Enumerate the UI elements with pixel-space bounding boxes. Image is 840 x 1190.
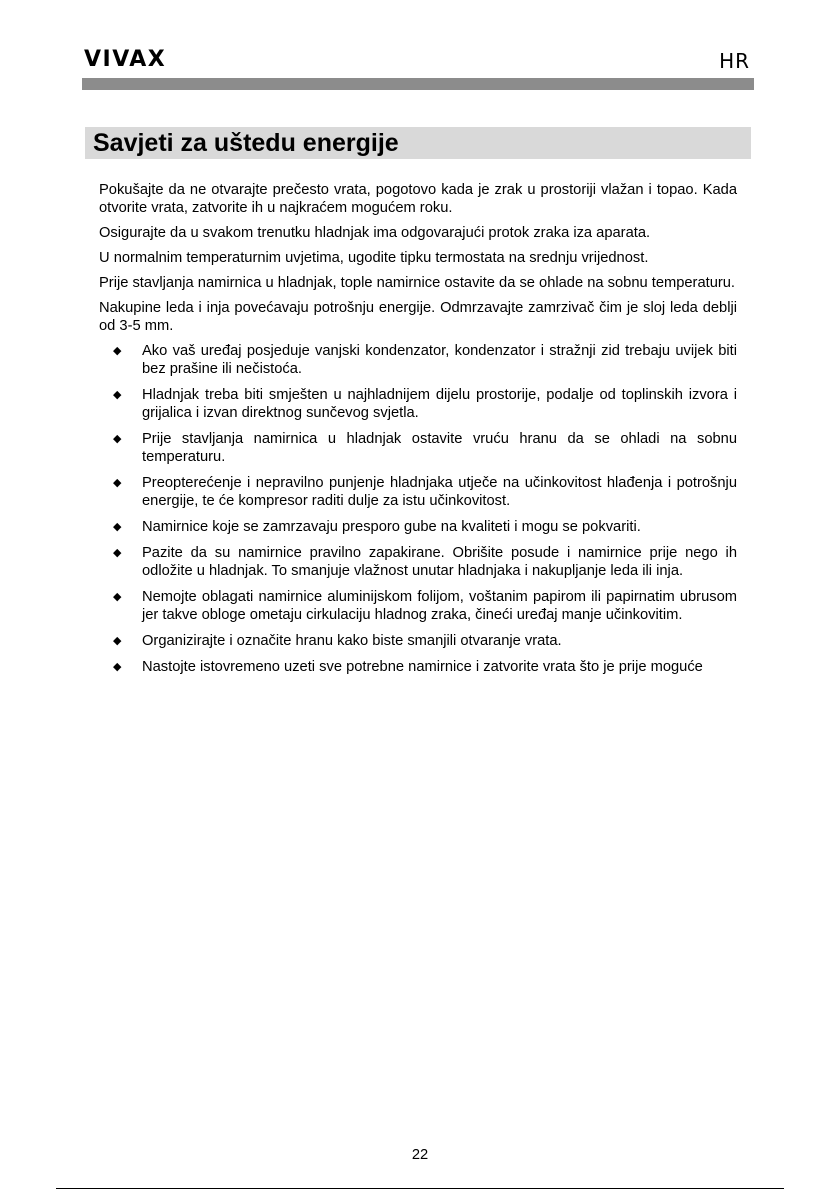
list-item-text: Nastojte istovremeno uzeti sve potrebne namirnice i zatvorite vrata što je prije moguće <box>142 659 703 675</box>
document-body <box>99 181 737 684</box>
list-item-text: Organizirajte i označite hranu kako biste smanjili otvaranje vrata. <box>142 633 562 649</box>
diamond-bullet-icon: ◆ <box>113 433 122 445</box>
list-item <box>99 386 737 422</box>
paragraph: Pokušajte da ne otvarajte prečesto vrata, pogotovo kada je zrak u prostoriji vlažan i topao. Kada otvorite vrata, zatvorite ih u najkraćem mogućem roku. <box>99 182 737 216</box>
paragraph: Osigurajte da u svakom trenutku hladnjak ima odgovarajući protok zraka iza aparata. <box>99 225 651 241</box>
page-number: 22 <box>411 1147 429 1163</box>
diamond-bullet-icon: ◆ <box>113 521 122 533</box>
section-title: Savjeti za uštedu energije <box>85 127 751 159</box>
list-item <box>99 518 737 536</box>
header-divider-bar <box>82 78 754 90</box>
diamond-bullet-icon: ◆ <box>113 661 122 673</box>
list-item-text: Pazite da su namirnice pravilno zapakirane. Obrišite posude i namirnice prije nego ih odložite u hladnjak. To smanjuje vlažnost unutar hladnjaka i nakupljanje leda ili inja. <box>142 545 737 579</box>
list-item <box>99 430 737 466</box>
diamond-bullet-icon: ◆ <box>113 345 122 357</box>
diamond-bullet-icon: ◆ <box>113 477 122 489</box>
paragraph: Nakupine leda i inja povećavaju potrošnju energije. Odmrzavajte zamrzivač čim je sloj leda deblji od 3-5 mm. <box>99 300 737 334</box>
list-item <box>99 342 737 378</box>
list-item-text: Ako vaš uređaj posjeduje vanjski kondenzator, kondenzator i stražnji zid trebaju uvijek biti bez prašine ili nečistoća. <box>142 343 737 377</box>
diamond-bullet-icon: ◆ <box>113 591 122 603</box>
list-item-text: Preopterećenje i nepravilno punjenje hladnjaka utječe na učinkovitost hlađenja i potrošnju energije, te će kompresor raditi dulje za istu učinkovitost. <box>142 475 737 509</box>
diamond-bullet-icon: ◆ <box>113 547 122 559</box>
list-item-text: Prije stavljanja namirnica u hladnjak ostavite vruću hranu da se ohladi na sobnu temperaturu. <box>142 431 737 465</box>
list-item-text: Hladnjak treba biti smješten u najhladnijem dijelu prostorije, podalje od toplinskih izvora i grijalica i izvan direktnog sunčevog svjetla. <box>142 387 737 421</box>
diamond-bullet-icon: ◆ <box>113 635 122 647</box>
list-item <box>99 632 737 650</box>
brand-logo: VIVAX <box>84 47 167 72</box>
footer-divider-line <box>56 1188 784 1189</box>
paragraph: U normalnim temperaturnim uvjetima, ugodite tipku termostata na srednju vrijednost. <box>99 250 649 266</box>
paragraph: Prije stavljanja namirnica u hladnjak, tople namirnice ostavite da se ohlade na sobnu temperaturu. <box>99 275 736 291</box>
tips-list <box>99 342 737 676</box>
language-code: HR <box>719 49 750 73</box>
diamond-bullet-icon: ◆ <box>113 389 122 401</box>
list-item <box>99 588 737 624</box>
list-item-text: Nemojte oblagati namirnice aluminijskom folijom, voštanim papirom ili papirnatim ubrusom jer takve obloge ometaju cirkulaciju hladnog zraka, čineći uređaj manje učinkovitim. <box>142 589 737 623</box>
list-item <box>99 544 737 580</box>
list-item <box>99 658 737 676</box>
list-item-text: Namirnice koje se zamrzavaju presporo gube na kvaliteti i mogu se pokvariti. <box>142 519 641 535</box>
list-item <box>99 474 737 510</box>
